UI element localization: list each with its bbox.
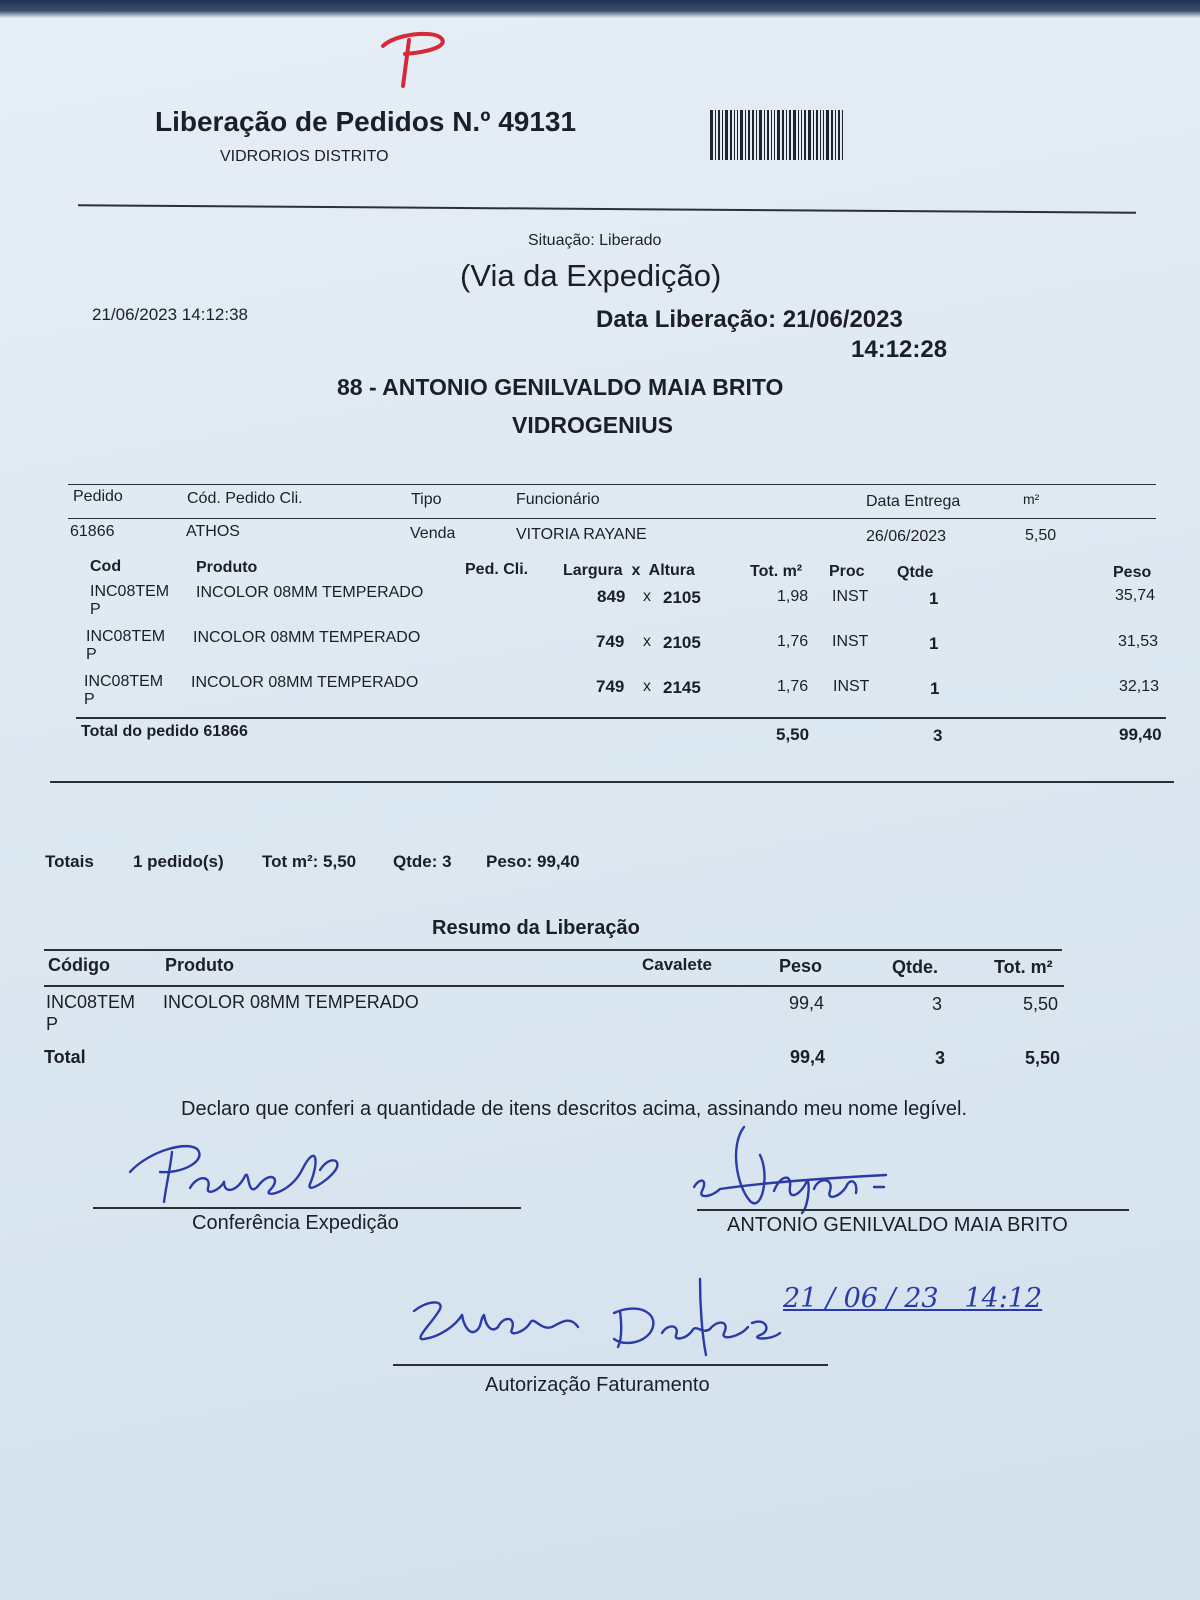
summary-col-codigo: Código bbox=[48, 955, 110, 975]
times-sign: x bbox=[643, 588, 651, 605]
item-cod: INC08TEM bbox=[84, 673, 164, 690]
totals-pedidos: 1 pedido(s) bbox=[133, 852, 224, 871]
summary-top-rule bbox=[44, 949, 1062, 951]
item-peso: 35,74 bbox=[1115, 587, 1156, 604]
items-col-largura-altura: Largura x Altura bbox=[563, 562, 695, 579]
barcode-bar bbox=[759, 110, 762, 160]
items-col-ped-cli: Ped. Cli. bbox=[465, 561, 529, 578]
barcode-bar bbox=[798, 110, 799, 160]
summary-codigo-cont: P bbox=[46, 1014, 59, 1034]
summary-produto: INCOLOR 08MM TEMPERADO bbox=[163, 992, 419, 1012]
summary-qtde: 3 bbox=[932, 994, 943, 1014]
times-sign: x bbox=[643, 633, 651, 650]
order-cod-cli-value: ATHOS bbox=[186, 523, 240, 540]
summary-peso: 99,4 bbox=[789, 993, 825, 1013]
signature-autorizacao bbox=[400, 1275, 800, 1365]
col-pedido: Pedido bbox=[73, 488, 123, 505]
release-time: 14:12:28 bbox=[851, 336, 948, 363]
summary-total-qtde: 3 bbox=[935, 1048, 946, 1068]
divider bbox=[50, 781, 1174, 783]
barcode-bar bbox=[764, 110, 765, 160]
item-cod-cont: P bbox=[86, 646, 97, 663]
item-largura: 749 bbox=[596, 677, 625, 696]
order-tipo-value: Venda bbox=[410, 525, 456, 542]
order-total-rule bbox=[76, 717, 1166, 719]
barcode-bar bbox=[745, 110, 746, 160]
signature-label-bottom: Autorização Faturamento bbox=[485, 1374, 710, 1396]
item-qtde: 1 bbox=[929, 634, 939, 653]
barcode-bar bbox=[730, 110, 732, 160]
col-data-entrega: Data Entrega bbox=[866, 493, 961, 510]
col-cod-pedido-cli: Cód. Pedido Cli. bbox=[187, 490, 303, 507]
order-funcionario-value: VITORIA RAYANE bbox=[516, 526, 647, 543]
item-cod-cont: P bbox=[90, 601, 101, 618]
col-funcionario: Funcionário bbox=[516, 491, 600, 508]
signature-line-left bbox=[93, 1207, 521, 1209]
barcode-bar bbox=[793, 110, 796, 160]
items-col-cod: Cod bbox=[90, 558, 122, 575]
summary-col-peso: Peso bbox=[779, 956, 823, 976]
barcode-bar bbox=[740, 110, 743, 160]
status-text: Situação: Liberado bbox=[528, 232, 662, 249]
order-data-entrega-value: 26/06/2023 bbox=[866, 528, 947, 545]
order-total-qtde: 3 bbox=[933, 726, 943, 745]
item-largura: 849 bbox=[597, 587, 626, 606]
order-pedido-value: 61866 bbox=[70, 523, 115, 540]
barcode-bar bbox=[737, 110, 738, 160]
barcode-bar bbox=[838, 110, 840, 160]
print-datetime: 21/06/2023 14:12:38 bbox=[92, 305, 248, 324]
totals-peso: Peso: 99,40 bbox=[486, 852, 580, 871]
barcode bbox=[710, 110, 892, 160]
items-col-peso: Peso bbox=[1113, 564, 1152, 581]
barcode-bar bbox=[789, 110, 791, 160]
item-produto: INCOLOR 08MM TEMPERADO bbox=[196, 584, 424, 601]
barcode-bar bbox=[835, 110, 836, 160]
item-proc: INST bbox=[833, 678, 870, 695]
col-tipo: Tipo bbox=[411, 491, 442, 508]
barcode-bar bbox=[774, 110, 775, 160]
barcode-bar bbox=[842, 110, 843, 160]
items-col-qtde: Qtde bbox=[897, 564, 934, 581]
item-largura: 749 bbox=[596, 632, 625, 651]
item-cod: INC08TEM bbox=[86, 628, 166, 645]
items-col-produto: Produto bbox=[196, 559, 258, 576]
col-m2: m² bbox=[1023, 491, 1040, 507]
item-proc: INST bbox=[832, 633, 869, 650]
item-tot-m2: 1,76 bbox=[777, 633, 809, 650]
summary-total-peso: 99,4 bbox=[790, 1047, 826, 1067]
summary-codigo: INC08TEM bbox=[46, 992, 136, 1012]
item-proc: INST bbox=[832, 588, 869, 605]
document-title: Liberação de Pedidos N.º 49131 bbox=[155, 106, 577, 137]
totals-qtde: Qtde: 3 bbox=[393, 852, 452, 871]
item-cod-cont: P bbox=[84, 691, 95, 708]
item-peso: 31,53 bbox=[1118, 633, 1159, 650]
order-total-label: Total do pedido 61866 bbox=[81, 723, 248, 740]
barcode-bar bbox=[771, 110, 772, 160]
declaration-text: Declaro que conferi a quantidade de itens descritos acima, assinando meu nome legível. bbox=[181, 1098, 968, 1120]
summary-total-tot-m2: 5,50 bbox=[1025, 1048, 1061, 1068]
barcode-bar bbox=[786, 110, 787, 160]
barcode-bar bbox=[777, 110, 780, 160]
signature-label-left: Conferência Expedição bbox=[192, 1212, 399, 1234]
barcode-bar bbox=[782, 110, 784, 160]
barcode-bar bbox=[752, 110, 754, 160]
times-sign: x bbox=[643, 678, 651, 695]
totals-label: Totais bbox=[45, 852, 94, 871]
item-qtde: 1 bbox=[929, 589, 939, 608]
barcode-bar bbox=[804, 110, 806, 160]
item-altura: 2105 bbox=[663, 633, 701, 652]
item-tot-m2: 1,76 bbox=[777, 678, 809, 695]
summary-col-cavalete: Cavalete bbox=[642, 955, 712, 974]
divider bbox=[78, 204, 1136, 213]
handwritten-date: 21 / 06 / 23 14:12 bbox=[783, 1283, 1043, 1314]
signature-line-right bbox=[697, 1209, 1129, 1211]
barcode-bar bbox=[801, 110, 802, 160]
summary-col-tot-m2: Tot. m² bbox=[994, 957, 1053, 977]
summary-header-rule bbox=[44, 985, 1064, 987]
item-tot-m2: 1,98 bbox=[777, 588, 809, 605]
signature-conferencia bbox=[120, 1130, 360, 1210]
item-cod: INC08TEM bbox=[90, 583, 170, 600]
summary-col-qtde: Qtde. bbox=[892, 957, 939, 977]
barcode-bar bbox=[718, 110, 720, 160]
barcode-bar bbox=[826, 110, 829, 160]
barcode-bar bbox=[722, 110, 723, 160]
client-company: VIDROGENIUS bbox=[512, 412, 674, 438]
barcode-bar bbox=[710, 110, 713, 160]
items-col-tot-m2: Tot. m² bbox=[750, 563, 803, 580]
items-col-proc: Proc bbox=[829, 563, 865, 580]
table-header-rule bbox=[68, 518, 1156, 519]
barcode-bar bbox=[715, 110, 716, 160]
barcode-bar bbox=[734, 110, 735, 160]
item-altura: 2105 bbox=[663, 588, 701, 607]
item-peso: 32,13 bbox=[1119, 678, 1160, 695]
barcode-bar bbox=[767, 110, 769, 160]
barcode-bar bbox=[725, 110, 728, 160]
handwritten-p-mark bbox=[375, 28, 455, 92]
barcode-bar bbox=[823, 110, 824, 160]
table-top-rule bbox=[68, 484, 1156, 485]
item-qtde: 1 bbox=[930, 679, 940, 698]
summary-tot-m2: 5,50 bbox=[1023, 994, 1059, 1014]
barcode-bar bbox=[831, 110, 833, 160]
summary-total-label: Total bbox=[44, 1047, 86, 1067]
barcode-bar bbox=[748, 110, 750, 160]
order-m2-value: 5,50 bbox=[1025, 527, 1057, 544]
item-altura: 2145 bbox=[663, 678, 701, 697]
order-total-m2: 5,50 bbox=[776, 725, 810, 744]
release-date: Data Liberação: 21/06/2023 bbox=[596, 306, 903, 333]
background-edge bbox=[0, 0, 1200, 18]
item-produto: INCOLOR 08MM TEMPERADO bbox=[191, 674, 419, 691]
summary-col-produto: Produto bbox=[165, 955, 234, 975]
item-produto: INCOLOR 08MM TEMPERADO bbox=[193, 629, 421, 646]
signature-line-bottom bbox=[393, 1364, 828, 1366]
via-label: (Via da Expedição) bbox=[460, 258, 722, 293]
company-name: VIDRORIOS DISTRITO bbox=[220, 148, 389, 165]
barcode-bar bbox=[816, 110, 818, 160]
barcode-bar bbox=[820, 110, 821, 160]
barcode-bar bbox=[756, 110, 757, 160]
order-total-peso: 99,40 bbox=[1119, 725, 1162, 744]
summary-title: Resumo da Liberação bbox=[432, 917, 640, 939]
client-name: 88 - ANTONIO GENILVALDO MAIA BRITO bbox=[337, 374, 784, 400]
totals-m2: Tot m²: 5,50 bbox=[262, 852, 357, 871]
barcode-bar bbox=[813, 110, 814, 160]
signature-label-right: ANTONIO GENILVALDO MAIA BRITO bbox=[727, 1214, 1068, 1236]
barcode-bar bbox=[808, 110, 811, 160]
